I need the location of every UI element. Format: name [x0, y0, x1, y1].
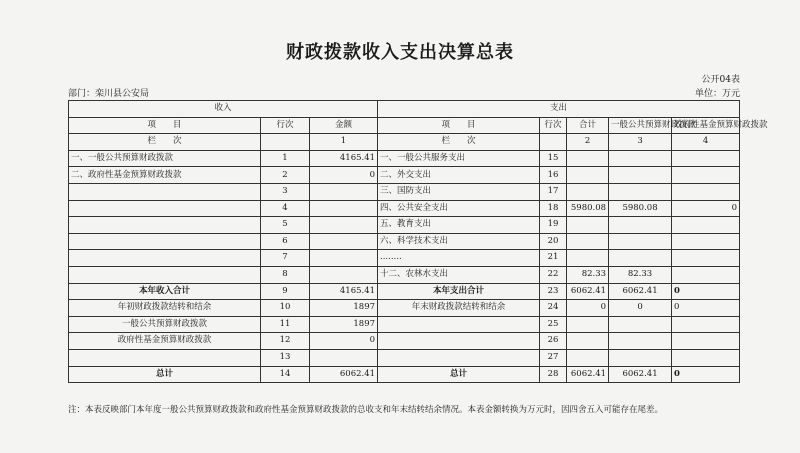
- income-row-no-cell: 2: [261, 167, 310, 184]
- table-row: [69, 250, 740, 267]
- income-amount-cell: 0: [310, 167, 378, 184]
- table-row: [69, 349, 740, 366]
- gov-fund-cell: [672, 333, 740, 350]
- general-budget-cell: [609, 150, 672, 167]
- total-cell: [567, 250, 609, 267]
- col-index-fund: 4: [672, 134, 740, 151]
- income-item-header: 项 目: [69, 117, 261, 134]
- total-header: 合计: [567, 117, 609, 134]
- general-budget-cell: 82.33: [609, 266, 672, 283]
- expense-item-cell: [378, 349, 540, 366]
- total-cell: [567, 150, 609, 167]
- income-amount-cell: [310, 250, 378, 267]
- table-row: [69, 316, 740, 333]
- gov-fund-cell: [672, 316, 740, 333]
- total-cell: [567, 233, 609, 250]
- income-amount-cell: [310, 266, 378, 283]
- general-budget-cell: [609, 233, 672, 250]
- department-label: 部门：栾川县公安局: [68, 89, 150, 99]
- general-budget-cell: [609, 349, 672, 366]
- form-number: 公开04表: [701, 75, 740, 85]
- total-cell: 6062.41: [567, 366, 609, 383]
- income-item-cell: [69, 266, 261, 283]
- col-index-exp-label: 栏 次: [378, 134, 540, 151]
- income-amount-cell: [310, 200, 378, 217]
- income-item-cell: [69, 217, 261, 234]
- expense-row-no-cell: 25: [540, 316, 567, 333]
- general-budget-cell: [609, 167, 672, 184]
- income-item-cell: 一般公共预算财政拨款: [69, 316, 261, 333]
- total-cell: 82.33: [567, 266, 609, 283]
- table-row: [69, 266, 740, 283]
- income-row-no-cell: 13: [261, 349, 310, 366]
- expense-item-cell: 六、科学技术支出: [378, 233, 540, 250]
- expense-item-cell: 总计: [378, 366, 540, 383]
- total-cell: 6062.41: [567, 283, 609, 300]
- total-cell: [567, 217, 609, 234]
- table-row: [69, 183, 740, 200]
- expense-row-no-cell: 28: [540, 366, 567, 383]
- income-item-cell: [69, 200, 261, 217]
- gov-fund-cell: [672, 167, 740, 184]
- income-amount-cell: 0: [310, 333, 378, 350]
- expense-item-cell: ........: [378, 250, 540, 267]
- income-row-no-cell: 4: [261, 200, 310, 217]
- general-budget-cell: [609, 333, 672, 350]
- general-budget-cell: [609, 250, 672, 267]
- gov-fund-cell: [672, 233, 740, 250]
- gov-fund-cell: [672, 250, 740, 267]
- expense-item-cell: 二、外交支出: [378, 167, 540, 184]
- general-budget-cell: 6062.41: [609, 366, 672, 383]
- expense-item-cell: 五、教育支出: [378, 217, 540, 234]
- income-item-cell: 二、政府性基金预算财政拨款: [69, 167, 261, 184]
- income-item-cell: 年初财政拨款结转和结余: [69, 300, 261, 317]
- total-cell: 0: [567, 300, 609, 317]
- footnote: 注：本表反映部门本年度一般公共预算财政拨款和政府性基金预算财政拨款的总收支和年末结转结余情况。本表金额转换为万元时，因四舍五入可能存在尾差。: [68, 405, 664, 415]
- income-row-no-cell: 10: [261, 300, 310, 317]
- expense-row-no-cell: 16: [540, 167, 567, 184]
- gov-fund-cell: [672, 266, 740, 283]
- general-budget-cell: 5980.08: [609, 200, 672, 217]
- general-budget-cell: 6062.41: [609, 283, 672, 300]
- income-amount-cell: 1897: [310, 316, 378, 333]
- income-row-no-cell: 6: [261, 233, 310, 250]
- unit-label: 单位：万元: [694, 89, 740, 99]
- expense-row-no-cell: 19: [540, 217, 567, 234]
- income-item-cell: 一、一般公共预算财政拨款: [69, 150, 261, 167]
- total-cell: [567, 183, 609, 200]
- income-row-no-cell: 3: [261, 183, 310, 200]
- table-row: [69, 200, 740, 217]
- total-cell: 5980.08: [567, 200, 609, 217]
- income-amount-cell: 4165.41: [310, 283, 378, 300]
- col-index-label: 栏 次: [69, 134, 261, 151]
- table-row: [69, 233, 740, 250]
- income-item-cell: [69, 250, 261, 267]
- gov-fund-cell: 0: [672, 366, 740, 383]
- income-item-cell: 政府性基金预算财政拨款: [69, 333, 261, 350]
- expense-header: 支出: [378, 101, 740, 118]
- table-row: [69, 366, 740, 383]
- income-item-cell: [69, 349, 261, 366]
- total-cell: [567, 349, 609, 366]
- income-row-no-cell: 8: [261, 266, 310, 283]
- income-amount-cell: [310, 233, 378, 250]
- expense-item-cell: [378, 333, 540, 350]
- expense-row-no-cell: 26: [540, 333, 567, 350]
- income-item-cell: [69, 183, 261, 200]
- general-budget-header: 一般公共预算财政拨款: [609, 117, 672, 134]
- table-title: 财政拨款收入支出决算总表: [286, 42, 514, 63]
- total-cell: [567, 167, 609, 184]
- income-row-no-cell: 11: [261, 316, 310, 333]
- expense-item-header: 项 目: [378, 117, 540, 134]
- general-budget-cell: [609, 217, 672, 234]
- table-row: [69, 167, 740, 184]
- income-row-no-cell: 7: [261, 250, 310, 267]
- income-row-no-cell: 5: [261, 217, 310, 234]
- general-budget-cell: [609, 316, 672, 333]
- total-cell: [567, 333, 609, 350]
- table-row: [69, 283, 740, 300]
- expense-row-no-cell: 15: [540, 150, 567, 167]
- income-amount-cell: 1897: [310, 300, 378, 317]
- expense-item-cell: 一、一般公共服务支出: [378, 150, 540, 167]
- income-amount-cell: [310, 349, 378, 366]
- total-cell: [567, 316, 609, 333]
- gov-fund-cell: [672, 150, 740, 167]
- income-amount-cell: [310, 217, 378, 234]
- expense-row-no-cell: 18: [540, 200, 567, 217]
- income-amount-header: 金额: [310, 117, 378, 134]
- income-item-cell: 本年收入合计: [69, 283, 261, 300]
- expense-item-cell: 四、公共安全支出: [378, 200, 540, 217]
- table-row: [69, 333, 740, 350]
- income-row-no-cell: 14: [261, 366, 310, 383]
- gov-fund-cell: 0: [672, 200, 740, 217]
- col-index-general: 3: [609, 134, 672, 151]
- income-header: 收入: [69, 101, 378, 118]
- income-row-no-cell: 1: [261, 150, 310, 167]
- expense-item-cell: [378, 316, 540, 333]
- expense-row-no-cell: 21: [540, 250, 567, 267]
- income-item-cell: [69, 233, 261, 250]
- expense-row-no-cell: 24: [540, 300, 567, 317]
- col-index-amount: 1: [310, 134, 378, 151]
- general-budget-cell: 0: [609, 300, 672, 317]
- table-row: [69, 150, 740, 167]
- gov-fund-cell: [672, 349, 740, 366]
- expense-item-cell: 三、国防支出: [378, 183, 540, 200]
- expense-row-no-cell: 23: [540, 283, 567, 300]
- header-row-columns: [69, 117, 740, 134]
- gov-fund-cell: 0: [672, 283, 740, 300]
- income-row-no-header: 行次: [261, 117, 310, 134]
- expense-row-no-cell: 20: [540, 233, 567, 250]
- expense-row-no-cell: 17: [540, 183, 567, 200]
- col-index-exp-empty: [540, 134, 567, 151]
- col-index-empty: [261, 134, 310, 151]
- expense-item-cell: 十二、农林水支出: [378, 266, 540, 283]
- gov-fund-cell: [672, 183, 740, 200]
- col-index-total: 2: [567, 134, 609, 151]
- expense-row-no-cell: 22: [540, 266, 567, 283]
- expense-item-cell: 本年支出合计: [378, 283, 540, 300]
- header-row-sections: [69, 101, 740, 118]
- column-index-row: [69, 134, 740, 151]
- income-amount-cell: 4165.41: [310, 150, 378, 167]
- income-row-no-cell: 9: [261, 283, 310, 300]
- income-item-cell: 总计: [69, 366, 261, 383]
- table-row: [69, 217, 740, 234]
- gov-fund-cell: [672, 217, 740, 234]
- expense-row-no-cell: 27: [540, 349, 567, 366]
- expense-item-cell: 年末财政拨款结转和结余: [378, 300, 540, 317]
- expense-row-no-header: 行次: [540, 117, 567, 134]
- table-row: [69, 300, 740, 317]
- budget-summary-table: [68, 100, 768, 383]
- gov-fund-cell: 0: [672, 300, 740, 317]
- income-amount-cell: 6062.41: [310, 366, 378, 383]
- gov-fund-header: 政府性基金预算财政拨款: [672, 117, 740, 134]
- general-budget-cell: [609, 183, 672, 200]
- income-amount-cell: [310, 183, 378, 200]
- income-row-no-cell: 12: [261, 333, 310, 350]
